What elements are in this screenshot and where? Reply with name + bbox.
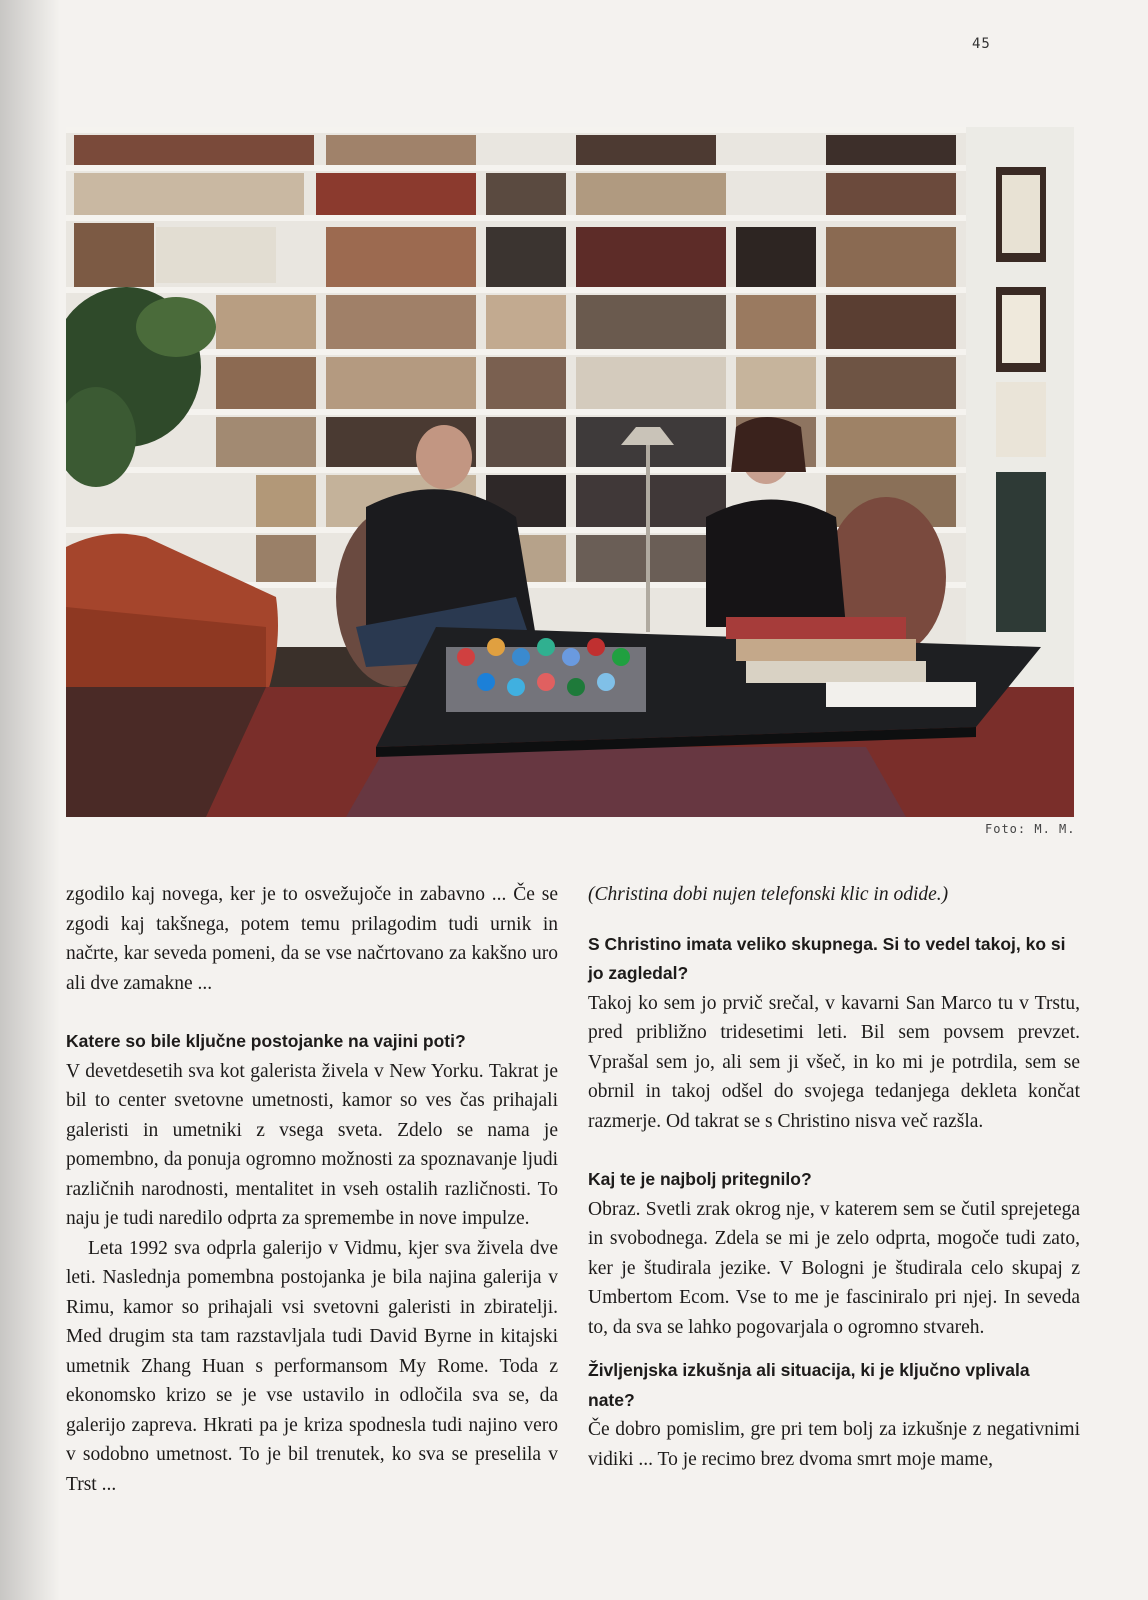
interview-question: Katere so bile ključne postojanke na vajini poti?: [66, 1031, 466, 1051]
paragraph: Če dobro pomislim, gre pri tem bolj za izkušnje z negativnimi vidiki ... To je recimo brez dvoma smrt moje mame,: [588, 1419, 1080, 1470]
paragraph: Takoj ko sem jo prvič srečal, v kavarni San Marco tu v Trstu, pred približno tridesetimi leti. Bil sem povsem prevzet. Vprašal sem jo, ali sem ji všeč, in ko mi je potrdila, sem se obrnil in takoj odšel do svojega tedanjega dekleta končat razmerje. Od takrat se s Christino nisva več razšla.: [588, 992, 1080, 1132]
paragraph: Obraz. Svetli zrak okrog nje, v katerem sem se čutil sprejetega in svobodnega. Zdela se mi je zelo odprta, mogoče tudi zato, ker je študirala jezike. V Bologni je študirala celo skupaj z Umbertom Ecom. Vse to me je fasciniralo pri njej. In seveda to, da sva se lahko pogovarjala o ogromno stvareh.: [588, 1198, 1080, 1338]
article-column-right: [588, 880, 1080, 1474]
paragraph-gap: [66, 998, 558, 1027]
photo-credit: Foto: M. M.: [985, 822, 1076, 836]
article-column-left: [66, 880, 558, 1499]
interview-photo: [66, 127, 1074, 817]
page-number: 45: [972, 36, 991, 52]
library-photo-icon: [66, 127, 1074, 817]
paragraph: Leta 1992 sva odprla galerijo v Vidmu, kjer sva živela dve leti. Naslednja pomembna postojanka je bila najina galerija v Rimu, kamor so prihajali vsi svetovni galeristi in zbiratelji. Med drugim sta tam razstavljala tudi David Byrne in kitajski umetnik Zhang Huan s performansom My Rome. Toda z ekonomsko krizo se je vse ustavilo in odločila sva se, da galerijo zapreva. Hkrati pa je kriza spodnesla tudi najino vero v sodobno umetnost. To je bil trenutek, ko sva se preselila v Trst ...: [66, 1237, 558, 1495]
stage-direction: (Christina dobi nujen telefonski klic in odide.): [588, 884, 949, 905]
interview-question: Kaj te je najbolj pritegnilo?: [588, 1169, 812, 1189]
paragraph: zgodilo kaj novega, ker je to osvežujoče in zabavno ... Če se zgodi kaj takšnega, potem temu prilagodim tudi urnik in načrte, kar seveda pomeni, da se vse načrtovano za kakšno uro ali dve zamakne ...: [66, 884, 558, 994]
paragraph-gap: [588, 1342, 1080, 1356]
paragraph-gap: [588, 910, 1080, 930]
interview-question: S Christino imata veliko skupnega. Si to vedel takoj, ko si jo zagledal?: [588, 933, 1066, 983]
page-gutter-shadow: [0, 0, 60, 1600]
paragraph-gap: [588, 1136, 1080, 1165]
interview-question: Življenjska izkušnja ali situacija, ki je ključno vplivala nate?: [588, 1360, 1030, 1410]
paragraph: V devetdesetih sva kot galerista živela v New Yorku. Takrat je bil to center svetovne umetnosti, kamor so ves čas prihajali galeristi in umetniki z vsega sveta. Zdelo se nama je pomembno, da ponuja ogromno možnosti za spoznavanje ljudi različnih narodnosti, mentalitet in vseh ostalih različnosti. To naju je tudi naredilo odprta za spremembe in nove impulze.: [66, 1060, 558, 1229]
